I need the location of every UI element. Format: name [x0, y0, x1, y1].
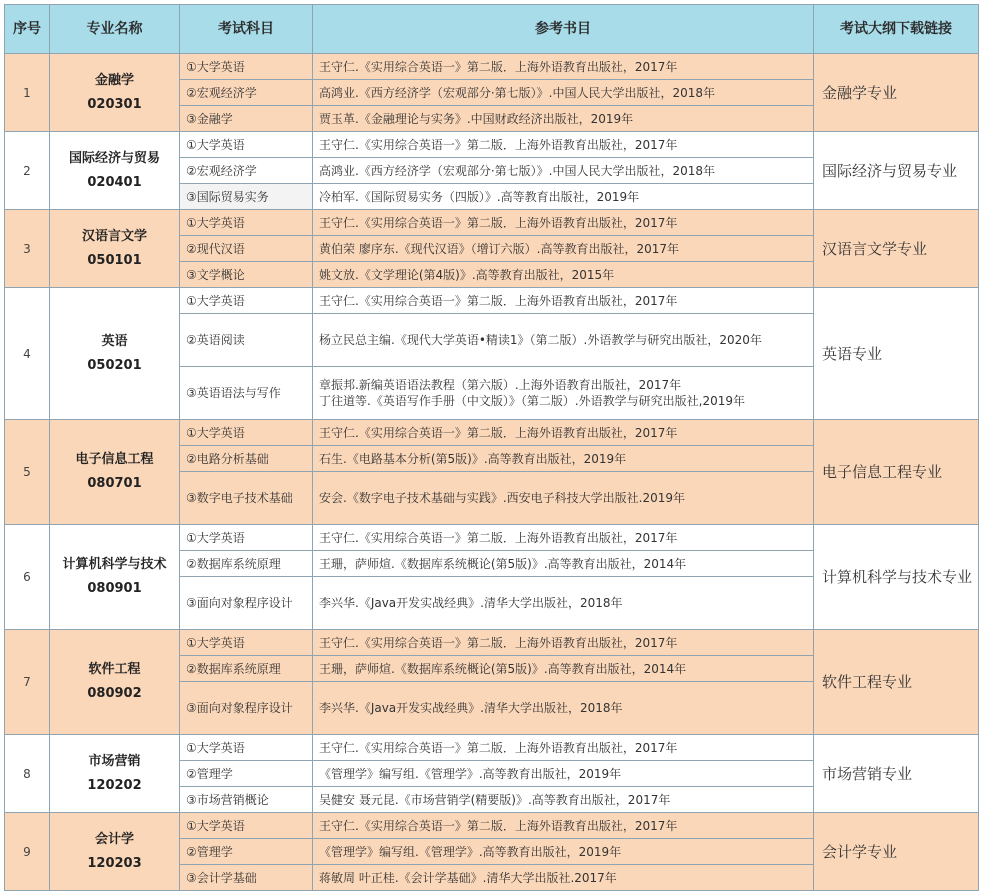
syllabus-download-link[interactable]: 国际经济与贸易专业	[814, 132, 979, 210]
book-entry: 丁往道等.《英语写作手册（中文版）》（第二版）.外语教学与研究出版社,2019年	[319, 394, 745, 408]
major-name: 计算机科学与技术	[62, 557, 167, 572]
subject-cell: ③面向对象程序设计	[180, 577, 313, 630]
book-entry: 王守仁.《实用综合英语一》第二版．上海外语教育出版社，2017年	[319, 818, 678, 833]
syllabus-download-link[interactable]: 汉语言文学专业	[814, 210, 979, 288]
major-name: 软件工程	[88, 662, 141, 677]
books-cell	[313, 80, 814, 106]
book-entry: 王守仁.《实用综合英语一》第二版．上海外语教育出版社，2017年	[319, 137, 678, 152]
major-cell	[50, 813, 180, 891]
book-entry: 王珊，萨师煊.《数据库系统概论(第5版)》.高等教育出版社，2014年	[319, 556, 687, 571]
major-cell	[50, 735, 180, 813]
book-entry: 高鸿业.《西方经济学（宏观部分·第七版）》.中国人民大学出版社，2018年	[319, 163, 715, 178]
book-entry: 姚文放.《文学理论(第4版)》.高等教育出版社，2015年	[319, 267, 615, 282]
syllabus-download-link[interactable]: 英语专业	[814, 288, 979, 420]
books-cell	[313, 367, 814, 420]
table-row	[5, 525, 979, 551]
book-entry: 王守仁.《实用综合英语一》第二版．上海外语教育出版社，2017年	[319, 59, 678, 74]
subject-cell: ②宏观经济学	[180, 80, 313, 106]
major-code: 050101	[87, 252, 142, 268]
subject-cell: ③文学概论	[180, 262, 313, 288]
subject-cell: ②宏观经济学	[180, 158, 313, 184]
book-entry: 贾玉革.《金融理论与实务》.中国财政经济出版社，2019年	[319, 111, 634, 126]
header-books: 参考书目	[313, 5, 814, 54]
subject-cell: ②电路分析基础	[180, 446, 313, 472]
book-entry: 杨立民总主编.《现代大学英语•精读1》（第二版）.外语教学与研究出版社，2020年	[319, 333, 762, 347]
book-entry: 王珊，萨师煊.《数据库系统概论(第5版)》.高等教育出版社，2014年	[319, 661, 687, 676]
row-seq: 5	[5, 420, 50, 525]
subject-cell: ①大学英语	[180, 210, 313, 236]
books-cell	[313, 839, 814, 865]
subject-cell: ③金融学	[180, 106, 313, 132]
header-seq: 序号	[5, 5, 50, 54]
books-cell	[313, 472, 814, 525]
books-cell	[313, 54, 814, 80]
books-cell	[313, 210, 814, 236]
books-cell	[313, 630, 814, 656]
syllabus-download-link[interactable]: 市场营销专业	[814, 735, 979, 813]
exam-subjects-table	[4, 4, 979, 891]
book-entry: 蒋敏周 叶正桂.《会计学基础》.清华大学出版社.2017年	[319, 870, 617, 885]
books-cell	[313, 446, 814, 472]
table-row	[5, 735, 979, 761]
book-entry: 《管理学》编写组.《管理学》.高等教育出版社，2019年	[319, 766, 622, 781]
major-code: 120203	[87, 855, 142, 871]
book-entry: 王守仁.《实用综合英语一》第二版．上海外语教育出版社，2017年	[319, 740, 678, 755]
book-entry: 李兴华.《Java开发实战经典》.清华大学出版社，2018年	[319, 596, 623, 610]
books-cell	[313, 551, 814, 577]
books-cell	[313, 656, 814, 682]
subject-cell: ①大学英语	[180, 420, 313, 446]
header-link: 考试大纲下载链接	[814, 5, 979, 54]
row-seq: 8	[5, 735, 50, 813]
major-code: 020301	[87, 96, 142, 112]
subject-cell: ①大学英语	[180, 132, 313, 158]
subject-cell: ①大学英语	[180, 288, 313, 314]
table-row	[5, 630, 979, 656]
major-code: 120202	[87, 777, 142, 793]
subject-cell: ②数据库系统原理	[180, 656, 313, 682]
books-cell	[313, 420, 814, 446]
subject-cell: ③市场营销概论	[180, 787, 313, 813]
books-cell	[313, 288, 814, 314]
book-entry: 吴健安 聂元昆.《市场营销学(精要版)》.高等教育出版社，2017年	[319, 792, 671, 807]
table-row	[5, 420, 979, 446]
books-cell	[313, 106, 814, 132]
book-entry: 石生.《电路基本分析(第5版)》.高等教育出版社，2019年	[319, 451, 627, 466]
major-name: 英语	[101, 333, 128, 349]
major-name: 市场营销	[88, 753, 141, 769]
subject-cell: ①大学英语	[180, 630, 313, 656]
major-name: 国际经济与贸易	[68, 150, 160, 166]
book-entry: 黄伯荣 廖序东.《现代汉语》（增订六版）.高等教育出版社，2017年	[319, 241, 679, 256]
major-cell	[50, 132, 180, 210]
books-cell	[313, 158, 814, 184]
subject-cell: ③数字电子技术基础	[180, 472, 313, 525]
header-major: 专业名称	[50, 5, 180, 54]
row-seq: 2	[5, 132, 50, 210]
syllabus-download-link[interactable]: 软件工程专业	[814, 630, 979, 735]
subject-cell: ②数据库系统原理	[180, 551, 313, 577]
book-entry: 王守仁.《实用综合英语一》第二版．上海外语教育出版社，2017年	[319, 215, 678, 230]
major-code: 080902	[87, 686, 142, 701]
subject-cell: ①大学英语	[180, 813, 313, 839]
table-row	[5, 813, 979, 839]
book-entry: 安会.《数字电子技术基础与实践》.西安电子科技大学出版社.2019年	[319, 491, 685, 505]
book-entry: 章振邦.新编英语语法教程（第六版）.上海外语教育出版社，2017年	[319, 378, 682, 392]
books-cell	[313, 682, 814, 735]
major-code: 080701	[87, 476, 142, 491]
books-cell	[313, 184, 814, 210]
book-entry: 李兴华.《Java开发实战经典》.清华大学出版社，2018年	[319, 701, 623, 715]
subject-cell: ③英语语法与写作	[180, 367, 313, 420]
subject-cell: ①大学英语	[180, 525, 313, 551]
major-code: 050201	[87, 357, 142, 373]
table-header-row	[5, 5, 979, 54]
syllabus-download-link[interactable]: 金融学专业	[814, 54, 979, 132]
row-seq: 4	[5, 288, 50, 420]
books-cell	[313, 262, 814, 288]
books-cell	[313, 787, 814, 813]
major-cell	[50, 288, 180, 420]
row-seq: 3	[5, 210, 50, 288]
books-cell	[313, 735, 814, 761]
books-cell	[313, 761, 814, 787]
book-entry: 王守仁.《实用综合英语一》第二版．上海外语教育出版社，2017年	[319, 293, 678, 308]
subject-cell: ③国际贸易实务	[180, 184, 313, 210]
table-row	[5, 132, 979, 158]
table-row	[5, 288, 979, 314]
major-name: 汉语言文学	[81, 228, 147, 244]
major-cell	[50, 525, 180, 630]
subject-cell: ②管理学	[180, 761, 313, 787]
books-cell	[313, 525, 814, 551]
subject-cell: ①大学英语	[180, 735, 313, 761]
books-cell	[313, 314, 814, 367]
subject-cell: ①大学英语	[180, 54, 313, 80]
header-subject: 考试科目	[180, 5, 313, 54]
books-cell	[313, 813, 814, 839]
table-row	[5, 210, 979, 236]
row-seq: 1	[5, 54, 50, 132]
book-entry: 《管理学》编写组.《管理学》.高等教育出版社，2019年	[319, 844, 622, 859]
major-cell	[50, 210, 180, 288]
subject-cell: ③会计学基础	[180, 865, 313, 891]
books-cell	[313, 865, 814, 891]
book-entry: 冷柏军.《国际贸易实务（四版）》.高等教育出版社，2019年	[319, 189, 640, 204]
table-row	[5, 54, 979, 80]
syllabus-download-link[interactable]: 计算机科学与技术专业	[814, 525, 979, 630]
book-entry: 王守仁.《实用综合英语一》第二版．上海外语教育出版社，2017年	[319, 530, 678, 545]
subject-cell: ③面向对象程序设计	[180, 682, 313, 735]
major-code: 020401	[87, 174, 142, 190]
table-body	[5, 54, 979, 891]
major-name: 金融学	[94, 72, 134, 88]
major-cell	[50, 420, 180, 525]
books-cell	[313, 236, 814, 262]
row-seq: 9	[5, 813, 50, 891]
major-name: 电子信息工程	[75, 452, 154, 467]
book-entry: 高鸿业.《西方经济学（宏观部分·第七版）》.中国人民大学出版社，2018年	[319, 85, 715, 100]
row-seq: 7	[5, 630, 50, 735]
major-name: 会计学	[94, 831, 134, 847]
syllabus-download-link[interactable]: 电子信息工程专业	[814, 420, 979, 525]
syllabus-download-link[interactable]: 会计学专业	[814, 813, 979, 891]
major-code: 080901	[87, 581, 142, 596]
major-cell	[50, 54, 180, 132]
major-cell	[50, 630, 180, 735]
book-entry: 王守仁.《实用综合英语一》第二版．上海外语教育出版社，2017年	[319, 425, 678, 440]
row-seq: 6	[5, 525, 50, 630]
book-entry: 王守仁.《实用综合英语一》第二版．上海外语教育出版社，2017年	[319, 635, 678, 650]
books-cell	[313, 132, 814, 158]
subject-cell: ②英语阅读	[180, 314, 313, 367]
books-cell	[313, 577, 814, 630]
subject-cell: ②现代汉语	[180, 236, 313, 262]
subject-cell: ②管理学	[180, 839, 313, 865]
